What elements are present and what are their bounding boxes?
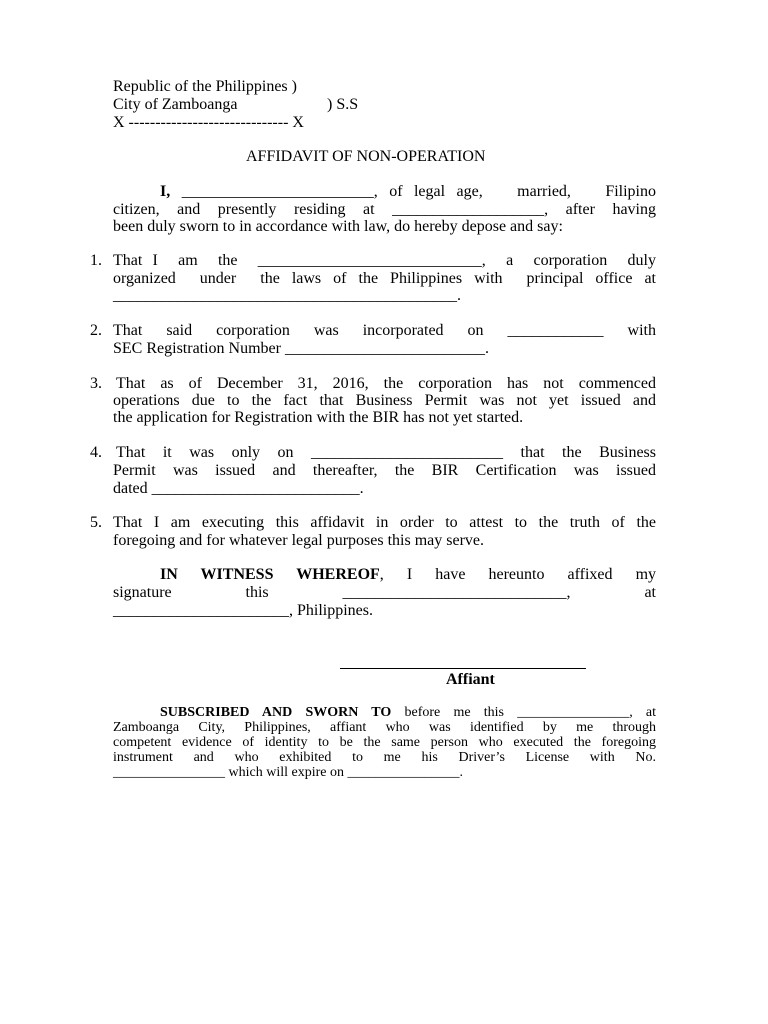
venue-city: City of Zamboanga	[113, 96, 238, 113]
witness-line-2: signature this ____________________________, at	[113, 584, 656, 601]
venue-ss: ) S.S	[327, 96, 359, 113]
witness-line-1-rest: , I have hereunto affixed my	[379, 566, 657, 583]
jurat-line-1	[160, 705, 656, 720]
item-3-line-2: operations due to the fact that Business Permit was not yet issued and	[113, 392, 656, 409]
item-5-number: 5.	[90, 514, 102, 531]
item-4-line-2: Permit was issued and thereafter, the BIR Certification was issued	[113, 462, 656, 479]
jurat-line-2: Zamboanga City, Philippines, affiant who was identified by me through	[113, 720, 656, 735]
intro-line-1	[160, 183, 656, 201]
item-1-line-3: ___________________________________________.	[113, 287, 461, 304]
item-4-line-1: That it was only on ________________________ that the Business	[116, 444, 656, 461]
item-3-number: 3.	[90, 375, 102, 392]
jurat-line-5: ________________ which will expire on ________________.	[113, 765, 463, 780]
item-4-line-3: dated __________________________.	[113, 480, 364, 497]
item-5-line-2: foregoing and for whatever legal purposes this may serve.	[113, 532, 484, 549]
item-5-line-1: That I am executing this affidavit in order to attest to the truth of the	[113, 514, 656, 531]
item-1-line-1: That I am the ____________________________, a corporation duly	[113, 252, 656, 269]
item-1-line-2: organized under the laws of the Philippines with principal office at	[113, 270, 656, 287]
witness-line-3: ______________________, Philippines.	[113, 602, 374, 619]
jurat-heading: SUBSCRIBED AND SWORN TO	[160, 705, 392, 720]
item-3-line-3: the application for Registration with the BIR has not yet started.	[113, 409, 524, 426]
item-2-line-2: SEC Registration Number _________________________.	[113, 340, 489, 357]
witness-line-1	[160, 566, 656, 584]
item-1-number: 1.	[90, 252, 102, 269]
document-title: AFFIDAVIT OF NON-OPERATION	[246, 148, 486, 165]
item-2-number: 2.	[90, 322, 102, 339]
intro-line-1-rest: , of legal age, married, Filipino	[373, 183, 657, 200]
item-2-line-1: That said corporation was incorporated on ____________ with	[113, 322, 656, 339]
item-4-number: 4.	[90, 444, 102, 461]
jurat-line-3: competent evidence of identity to be the same person who executed the foregoing	[113, 735, 656, 750]
intro-line-3: been duly sworn to in accordance with law, do hereby depose and say:	[113, 218, 563, 235]
affiant-signature-line	[340, 668, 586, 669]
witness-heading: IN WITNESS WHEREOF	[160, 566, 380, 583]
jurat-line-4: instrument and who exhibited to me his Driver’s License with No.	[113, 750, 656, 765]
venue-separator: X ------------------------------ X	[113, 114, 304, 131]
intro-line-2: citizen, and presently residing at ___________________, after having	[113, 201, 656, 218]
intro-name-blank: ________________________	[170, 183, 374, 200]
venue-country: Republic of the Philippines )	[113, 78, 297, 95]
affiant-label: Affiant	[446, 671, 495, 688]
intro-i: I,	[160, 183, 171, 200]
item-3-line-1: That as of December 31, 2016, the corporation has not commenced	[116, 375, 656, 392]
jurat-line-1-rest: before me this ________________, at	[391, 705, 657, 720]
